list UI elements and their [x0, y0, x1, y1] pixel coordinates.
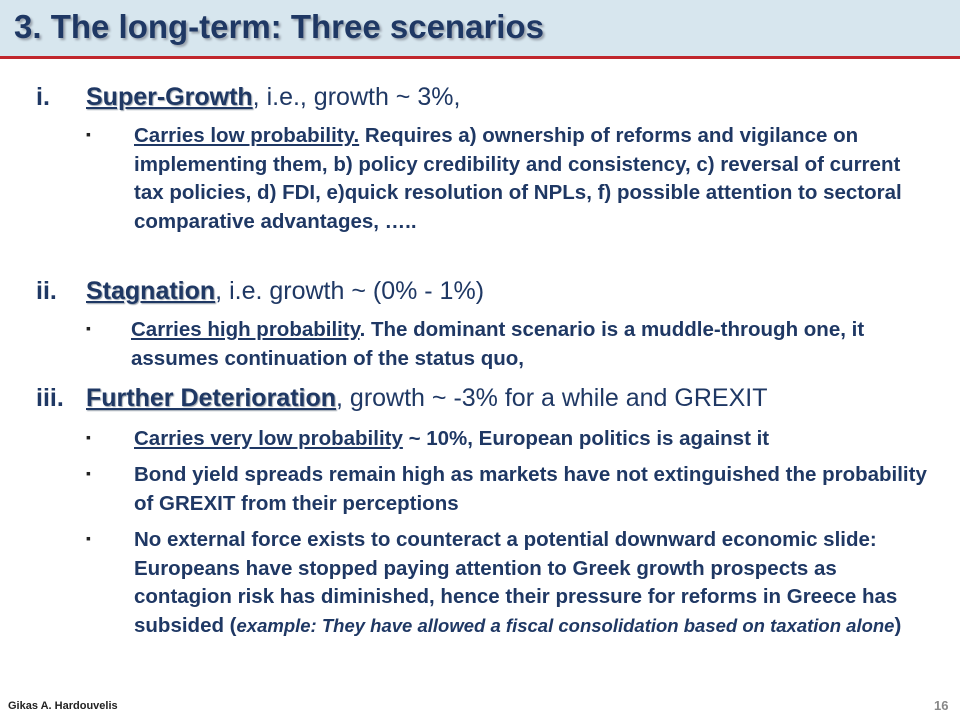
author-footer: Gikas A. Hardouvelis	[8, 700, 118, 712]
scenario-bullet	[134, 461, 934, 518]
scenario-numeral: i.	[36, 83, 50, 111]
bullet-icon: ▪	[86, 429, 91, 445]
scenario-bullet	[131, 316, 931, 373]
bullet-icon: ▪	[86, 465, 91, 481]
scenario-bullet	[134, 425, 934, 454]
scenario-name: Stagnation	[86, 277, 216, 305]
scenario-name: Further Deterioration	[86, 384, 337, 412]
slide-title: 3. The long-term: Three scenarios	[14, 8, 544, 45]
scenario-stagnation	[36, 276, 484, 306]
bullet-icon: ▪	[86, 320, 91, 336]
probability-label: Carries high probability	[131, 318, 360, 341]
scenario-description: , i.e., growth ~ 3%,	[252, 83, 461, 111]
closing-paren: )	[894, 613, 902, 637]
scenario-bullet	[134, 526, 934, 640]
example-text: example: They have allowed a fiscal consolidation based on taxation alone	[236, 614, 895, 636]
scenario-super-growth	[36, 82, 460, 112]
probability-label: Carries very low probability	[134, 427, 403, 450]
scenario-numeral: ii.	[36, 277, 57, 305]
bullet-text: ~ 10%, European politics is against it	[402, 427, 770, 450]
bullet-text: Bond yield spreads remain high as markets have not extinguished the probability of GREXIT from their perceptions	[134, 463, 927, 515]
bullet-text: Requires a) ownership of reforms and vigilance on implementing them, b) policy credibility and consistency, c) reversal of current tax policies, d) FDI, e)quick resolution of NPLs, f) possible attention to sectoral comparative advantages, …..	[134, 124, 902, 233]
probability-label: Carries low probability.	[134, 124, 360, 147]
scenario-bullet	[134, 122, 934, 236]
bullet-icon: ▪	[86, 126, 91, 142]
page-number: 16	[934, 698, 949, 713]
scenario-description: , growth ~ -3% for a while and GREXIT	[336, 384, 768, 412]
bullet-icon: ▪	[86, 530, 91, 546]
scenario-name: Super-Growth	[86, 83, 253, 111]
title-bar	[0, 0, 960, 59]
bullet-text: No external force exists to counteract a potential downward economic slide: Europeans have stopped paying attention to Greek growth prospects as contagion risk has diminished, hence their pressure for reforms in Greece has subsided (	[134, 528, 898, 637]
scenario-further-deterioration	[36, 383, 767, 413]
bullet-text: . The dominant scenario is a muddle-through one, it assumes continuation of the status quo,	[131, 318, 865, 370]
scenario-description: , i.e. growth ~ (0% - 1%)	[215, 277, 485, 305]
scenario-numeral: iii.	[36, 384, 64, 412]
